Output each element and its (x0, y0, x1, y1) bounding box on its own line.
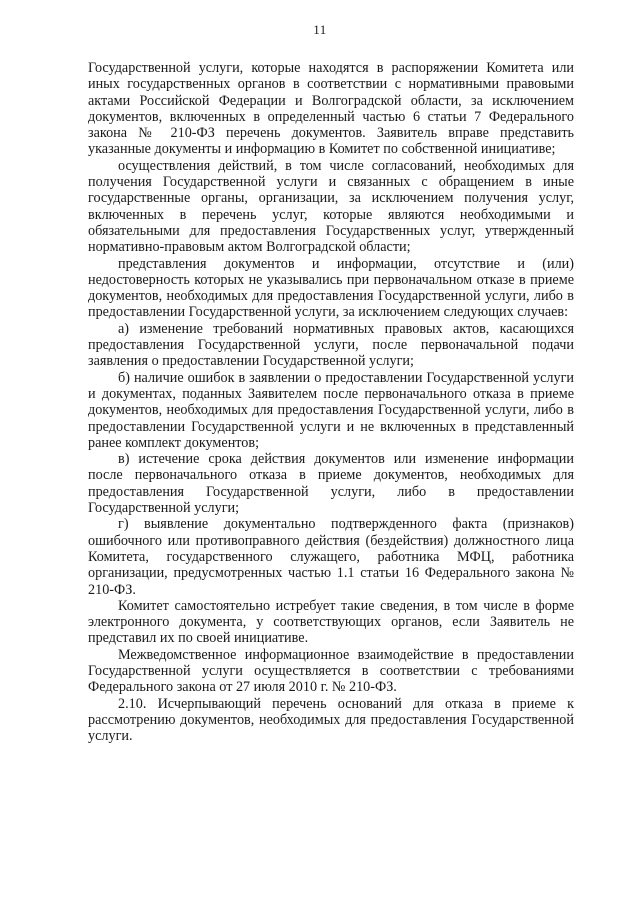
paragraph: Комитет самостоятельно истребует такие сведения, в том числе в форме электронного документа, у соответствующих органов, если Заявитель не представил их по своей инициативе. (88, 597, 574, 647)
paragraph: Государственной услуги, которые находятся в распоряжении Комитета или иных государственных органов в соответствии с нормативными правовыми актами Российской Федерации и Волгоградской области, за исключением документов, включенных в определенный частью 6 статьи 7 Федерального закона № 210-ФЗ перечень документов. Заявитель вправе представить указанные документы и информацию в Комитет по собственной инициативе; (88, 60, 574, 158)
list-item-b: б) наличие ошибок в заявлении о предоставлении Государственной услуги и документах, поданных Заявителем после первоначального отказа в приеме документов, необходимых для предоставления Государственной услуги, либо в предоставлении Государственной услуги и не включенных в представленный ранее комплект документов; (88, 369, 574, 451)
paragraph: Межведомственное информационное взаимодействие в предоставлении Государственной услуги осуществляется в соответствии с требованиями Федерального закона от 27 июля 2010 г. № 210-ФЗ. (88, 646, 574, 696)
document-body (88, 60, 574, 744)
list-item-a: а) изменение требований нормативных правовых актов, касающихся предоставления Государственной услуги, после первоначальной подачи заявления о предоставлении Государственной услуги; (88, 320, 574, 370)
paragraph: осуществления действий, в том числе согласований, необходимых для получения Государственной услуги и связанных с обращением в иные государственные органы, организации, за исключением получения услуг, включенных в перечень услуг, которые являются необходимыми и обязательными для предоставления Государственных услуг, утвержденный нормативно-правовым актом Волгоградской области; (88, 157, 574, 256)
list-item-v: в) истечение срока действия документов или изменение информации после первоначального отказа в приеме документов, необходимых для предоставления Государственной услуги, либо в предоставлении Государственной услуги; (88, 451, 574, 517)
list-item-g: г) выявление документально подтвержденного факта (признаков) ошибочного или противоправного действия (бездействия) должностного лица Комитета, государственного служащего, работника МФЦ, работника организации, предусмотренных частью 1.1 статьи 16 Федерального закона № 210-ФЗ. (88, 516, 574, 598)
page-number: 11 (313, 22, 327, 37)
paragraph: представления документов и информации, отсутствие и (или) недостоверность которых не указывались при первоначальном отказе в приеме документов, необходимых для предоставления Государственной услуги, либо в предоставлении Государственной услуги, за исключением следующих случаев: (88, 255, 574, 321)
section-heading-2-10: 2.10. Исчерпывающий перечень оснований для отказа в приеме к рассмотрению документов, необходимых для предоставления Государственной услуги. (88, 695, 574, 745)
